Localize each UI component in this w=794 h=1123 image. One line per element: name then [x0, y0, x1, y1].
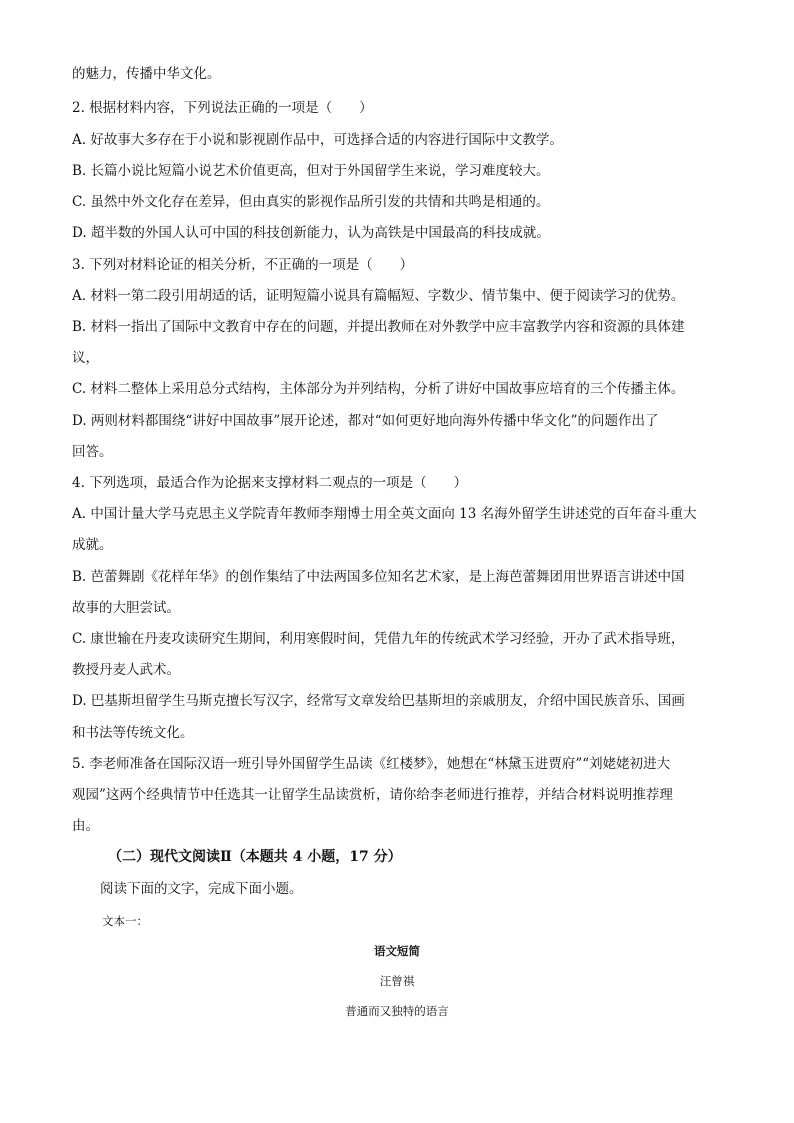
question-5-cont: 由。 [72, 818, 99, 834]
article-title: 语文短简 [374, 944, 420, 958]
option-a: A. 材料一第二段引用胡适的话，证明短篇小说具有篇幅短、字数少、情节集中、便于阅读学习的优势。 [72, 288, 685, 304]
option-b: B. 材料一指出了国际中文教育中存在的问题，并提出教师在对外教学中应丰富教学内容和资源的具体建 [72, 319, 685, 335]
option-d-cont: 回答。 [72, 444, 113, 460]
section-instruction: 阅读下面的文字，完成下面小题。 [100, 881, 303, 897]
question-5-cont: 观园”这两个经典情节中任选其一让留学生品读赏析，请你给李老师进行推荐，并结合材料说明推荐理 [72, 787, 673, 803]
text-line: 的魅力，传播中华文化。 [72, 66, 221, 82]
option-a: A. 中国计量大学马克思主义学院青年教师李翔博士用全英文面向 13 名海外留学生讲述党的百年奋斗重大 [72, 506, 697, 522]
question-5-stem: 5. 李老师准备在国际汉语一班引导外国留学生品读《红楼梦》，她想在“林黛玉进贾府”“刘姥姥初进大 [72, 756, 671, 772]
text-label: 文本一： [102, 914, 148, 928]
option-d: D. 巴基斯坦留学生马斯克擅长写汉字，经常写文章发给巴基斯坦的亲戚朋友，介绍中国民族音乐、国画 [72, 693, 685, 709]
option-b: B. 长篇小说比短篇小说艺术价值更高，但对于外国留学生来说，学习难度较大。 [72, 163, 550, 179]
option-c: C. 材料二整体上采用总分式结构，主体部分为并列结构，分析了讲好中国故事应培育的三个传播主体。 [72, 381, 685, 397]
option-b-cont: 议， [72, 350, 99, 366]
question-2-stem: 2. 根据材料内容，下列说法正确的一项是（ ） [72, 100, 373, 116]
question-3-stem: 3. 下列对材料论证的相关分析，不正确的一项是（ ） [72, 257, 414, 273]
option-c-cont: 教授丹麦人武术。 [72, 662, 180, 678]
option-d-cont: 和书法等传统文化。 [72, 725, 194, 741]
question-4-stem: 4. 下列选项，最适合作为论据来支撑材料二观点的一项是（ ） [72, 475, 468, 491]
option-a-cont: 成就。 [72, 537, 113, 553]
option-a: A. 好故事大多存在于小说和影视剧作品中，可选择合适的内容进行国际中文教学。 [72, 132, 563, 148]
article-author: 汪曾祺 [379, 974, 415, 988]
option-d: D. 超半数的外国人认可中国的科技创新能力，认为高铁是中国最高的科技成就。 [72, 225, 550, 241]
option-b-cont: 故事的大胆尝试。 [72, 600, 180, 616]
section-heading: （二）现代文阅读Ⅱ（本题共 4 小题，17 分） [108, 849, 402, 865]
option-c: C. 康世输在丹麦攻读研究生期间，利用寒假时间，凭借九年的传统武术学习经验，开办了武术指导班， [72, 631, 685, 647]
option-b: B. 芭蕾舞剧《花样年华》的创作集结了中法两国多位知名艺术家，是上海芭蕾舞团用世界语言讲述中国 [72, 569, 685, 585]
option-c: C. 虽然中外文化存在差异，但由真实的影视作品所引发的共情和共鸣是相通的。 [72, 194, 550, 210]
article-subtitle: 普通而又独特的语言 [345, 1004, 449, 1018]
option-d: D. 两则材料都围绕“讲好中国故事”展开论述，都对“如何更好地向海外传播中华文化”的问题作出了 [72, 413, 659, 429]
